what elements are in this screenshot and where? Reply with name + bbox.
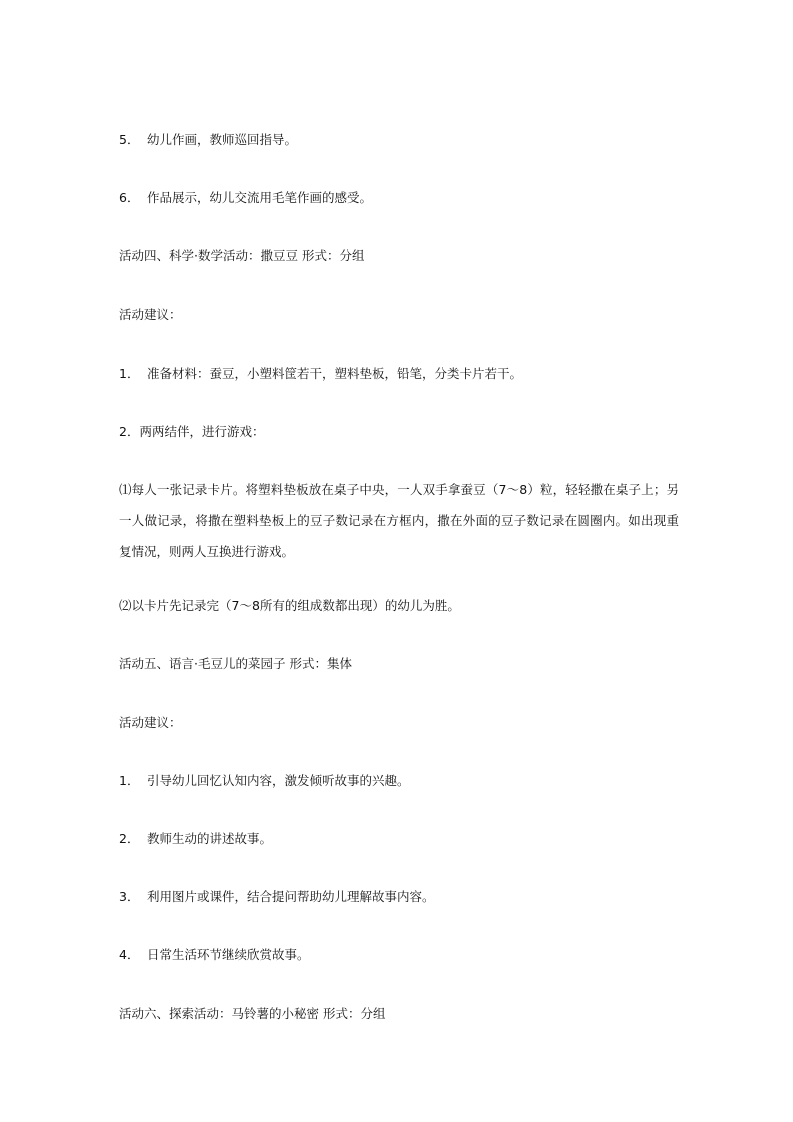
activity-subheading: 活动建议： — [119, 715, 182, 730]
list-item — [119, 773, 679, 789]
list-item: 2．两两结伴，进行游戏： — [119, 424, 265, 439]
list-number: 2． — [119, 831, 140, 846]
list-item — [119, 831, 679, 847]
list-item — [119, 190, 679, 206]
list-number: 5． — [119, 132, 140, 147]
list-text: 幼儿作画，教师巡回指导。 — [147, 132, 298, 147]
list-item — [119, 889, 679, 905]
list-text: 作品展示，幼儿交流用毛笔作画的感受。 — [147, 190, 373, 205]
paragraph: ⑵以卡片先记录完（7～8所有的组成数都出现）的幼儿为胜。 — [119, 598, 460, 613]
list-number: 3． — [119, 889, 140, 904]
paragraph: ⑴每人一张记录卡片。将塑料垫板放在桌子中央，一人双手拿蚕豆（7～8）粒，轻轻撒在桌子上；另一人做记录，将撒在塑料垫板上的豆子数记录在方框内，撒在外面的豆子数记录在圆圈内。如出现重复情况，则两人互换进行游戏。 — [119, 482, 679, 559]
list-text: 日常生活环节继续欣赏故事。 — [147, 947, 310, 962]
list-number: 6． — [119, 190, 140, 205]
list-text: 利用图片或课件，结合提问帮助幼儿理解故事内容。 — [147, 889, 435, 904]
list-text: 准备材料：蚕豆，小塑料筐若干，塑料垫板，铅笔，分类卡片若干。 — [147, 366, 523, 381]
list-number: 4． — [119, 947, 140, 962]
list-item — [119, 947, 679, 963]
list-text: 教师生动的讲述故事。 — [147, 831, 273, 846]
activity-heading: 活动五、语言·毛豆儿的菜园子 形式：集体 — [119, 656, 352, 671]
list-number: 1． — [119, 366, 140, 381]
list-item — [119, 132, 679, 148]
list-number: 1． — [119, 773, 140, 788]
activity-heading: 活动四、科学·数学活动：撒豆豆 形式：分组 — [119, 248, 365, 263]
activity-subheading: 活动建议： — [119, 307, 182, 322]
activity-heading: 活动六、探索活动：马铃薯的小秘密 形式：分组 — [119, 1006, 386, 1021]
list-item — [119, 366, 679, 382]
list-text: 引导幼儿回忆认知内容，激发倾听故事的兴趣。 — [147, 773, 410, 788]
